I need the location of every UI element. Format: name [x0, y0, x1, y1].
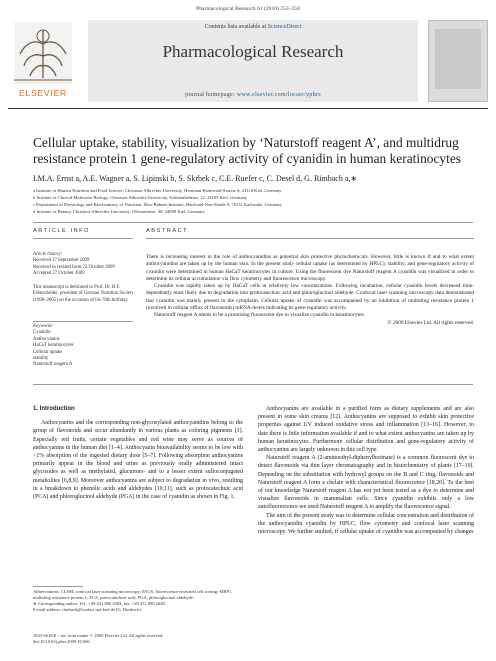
contents-prefix: Contents lists available at: [204, 24, 268, 30]
keywords-rule: [33, 321, 133, 322]
affiliation-a: a Institute of Human Nutrition and Food Science, Christian-Albrechts-University, Hermann-Rodewald-Strasse 6, 24118 Kiel, Germany: [33, 188, 282, 193]
section-heading-introduction: 1. Introduction: [33, 406, 75, 412]
article-title: Cellular uptake, stability, visualization by ‘Naturstoff reagent A’, and multidrug resistance protein 1 gene-regulatory activity of cyanidin in human keratinocytes: [33, 135, 461, 166]
cover-image: [435, 29, 481, 89]
history-revised: Received in revised form 23 October 2009: [33, 264, 115, 270]
keyword: Cellular uptake: [33, 349, 63, 355]
journal-title: Pharmacological Research: [162, 42, 344, 61]
abstract-rule: [146, 238, 474, 239]
keyword: Naturstoff reagent A: [33, 362, 73, 368]
article-info-heading: ARTICLE INFO: [33, 228, 90, 234]
doi-line[interactable]: doi:10.1016/j.phrs.2009.10.006: [33, 639, 90, 644]
keywords: [33, 324, 137, 369]
homepage-prefix: journal homepage:: [185, 92, 237, 98]
author-list: I.M.A. Ernst a, A.E. Wagner a, S. Lipinski b, S. Skrbek c, C.E. Ruefer c, C. Desel d, G. Rimbach a,∗: [33, 174, 358, 183]
article-history: [33, 252, 137, 278]
abstract-paragraph: There is increasing interest in the role of anthocyanidins as potential skin protective phytochemicals. However, little is known if and to what extent anthocyanidins are taken up by the human skin. In the present study cellular uptake (as determined by HPLC), stability, and gene-regulatory activity of cyanidin were determined in human HaCaT keratinocytes in culture. Using the fluorescent dye Naturstoff reagent A cyanidin was visualized in order to determine its cellular accumulation via flow cytometry and fluorescence microscopy.: [146, 254, 474, 282]
body-paragraph: Anthocyanins are available in a purified form as dietary supplements and are also present in some skin creams [12]. Anthocyanins are supposed to exhibit skin protective properties against UV induced oxidative stress and inflammation [13–16]. However, to date there is little information available if and to what extent anthocyanins are taken up by human keratinocytes. Furthermore cellular distribution and gene-regulatory activity of anthocyanins are largely unknown in this cell type.: [258, 406, 474, 454]
sciencedirect-link[interactable]: ScienceDirect: [267, 24, 302, 30]
elsevier-logo: [8, 20, 78, 102]
keywords-label: Keywords:: [33, 324, 54, 329]
page-footer: [33, 633, 333, 645]
issn-line: 1043-6618/$ – see front matter © 2009 Elsevier Ltd. All rights reserved.: [33, 633, 164, 638]
affiliation-b: b Institute of Clinical Molecular Biology, Christian-Albrechts-University, Schittenhelmstr. 12, 24105 Kiel, Germany: [33, 195, 247, 200]
history-label: Article history:: [33, 252, 63, 257]
abbreviations-note: Abbreviations: CLSM, confocal laser scanning microscopy; FACS, fluorescence-activated cell sorting; MRP1, multidrug resistance protein 1; PCA, protocatechuic acid; PGA, phloroglucinol aldehyde.: [33, 589, 233, 600]
publisher-name: ELSEVIER: [19, 88, 67, 98]
running-head: Pharmacological Research 61 (2010) 253–258: [196, 6, 300, 12]
history-accepted: Accepted 27 October 2009: [33, 271, 85, 277]
body-paragraph: Anthocyanins and the corresponding non-glycosylated anthocyanidins belong to the group of flavonoids and occur abundantly in various plants as coloring pigments [1]. Especially red fruits, certain vegetables and red wine may serve as sources of anthocyanins in the human diet [1–4]. Anthocyanin bioavailability seems to be low with <1% absorption of the ingested dietary dose [5–7]. Following absorption anthocyanins primarily appear in the blood and urine as previously orally administered intact glycosides as well as methylated, glucurono- and to a lesser extent sulfoconjugated metabolites [6,8,9]. Moreover anthocyanins are subject to degradation in vivo, resulting in a breakdown to phenolic acids and aldehydes [10,11], such as protocatechuic acid (PCA) and phloroglucinol aldehyde (PGA) in the case of cyanidin as shown in Fig. 1.: [33, 420, 243, 501]
keyword: Anthocyanins: [33, 336, 60, 342]
abstract-heading: ABSTRACT: [146, 228, 189, 234]
keyword: Cyanidin: [33, 330, 51, 336]
corresponding-author-note: ∗ Corresponding author. Tel.: +49 431 880 2583; fax: +49 431 880 2628.: [33, 601, 166, 606]
journal-band: [88, 20, 418, 102]
copyright: © 2009 Elsevier Ltd. All rights reserved.: [387, 319, 474, 326]
meta-rule: [33, 222, 473, 223]
body-rule: [33, 384, 473, 385]
abstract-body: [146, 254, 474, 327]
abstract-paragraph: Naturstoff reagent A seems to be a promising fluorescent dye to visualize cyanidin in keratinocytes.: [154, 312, 365, 319]
info-rule: [33, 238, 133, 239]
right-column: [258, 405, 474, 536]
body-paragraph: Naturstoff reagent A (2-aminoethyl-diphenylborinate) is a common fluorescent dye to detect flavonoids via thin layer chromatography and in histochemistry of plants [17–19]. Depending on the substitution with hydroxyl groups on the B and C ring, flavonoids and Naturstoff reagent A form a chelate with characteristical fluorescence [18,20]. To the best of our knowledge Naturstoff reagent A has not yet been tested as a dye to determine and visualize flavonoids in mammalian cells. Since cyanidin exhibits only a low autofluorescence we used Naturstoff reagent A to amplify the fluorescence signal.: [258, 455, 474, 511]
dedication: This manuscript is dedicated to Prof. Dr. H.F. Erbersdobler, president of German Nutrition Society (1998–2005) on the occasion of his 70th birthday.: [33, 285, 134, 303]
email-note: E-mail address: rimbach@foodsci.uni-kiel.de (G. Rimbach).: [33, 607, 142, 612]
abstract-paragraph: Cyanidin was rapidly taken up by HaCaT cells at relatively low concentrations. Following incubation, cellular cyanidin levels decreased time-dependently most likely due to degradation into protocatechuic acid and phloroglucinol aldehyde. Confocal laser scanning microscopy data demonstrated that cyanidin was mainly present in the cytoplasm. Cellular uptake of cyanidin was accompanied by an inhibition of multidrug resistance protein 1 (involved in cellular efflux of flavonoids) mRNA-levels indicating its gene-regulatory activity.: [146, 283, 474, 312]
journal-cover-thumbnail: [428, 20, 488, 102]
history-received: Received 17 September 2009: [33, 258, 90, 264]
header-rule: [8, 108, 488, 109]
keyword: stability: [33, 356, 49, 362]
footnote-rule: [33, 586, 83, 587]
left-column: [33, 405, 243, 501]
footnotes: [33, 589, 243, 613]
homepage-line: [88, 92, 418, 98]
keyword: HaCaT keratinocytes: [33, 343, 74, 349]
homepage-link[interactable]: www.elsevier.com/locate/yphrs: [236, 92, 321, 98]
body-paragraph: The aim of the present study was to determine cellular concentration and distribution of the anthocyanidin cyanidin by HPLC, flow cytometry and confocal laser scanning microscopy. We further studied, if cellular uptake of cyanidin was accompanied by changes: [258, 512, 474, 536]
journal-header: [8, 20, 488, 104]
contents-line: [88, 24, 418, 30]
affiliation-c: c Department of Physiology and Biochemistry of Nutrition, Max-Rubner-Institute, Haid-und-Neu-Straße 9, 76131 Karlsruhe, Germany: [33, 202, 282, 207]
affiliation-d: d Institute of Botany, Christian-Albrechts-University, Olshausenstr. 40, 24098 Kiel, Germany: [33, 209, 205, 214]
